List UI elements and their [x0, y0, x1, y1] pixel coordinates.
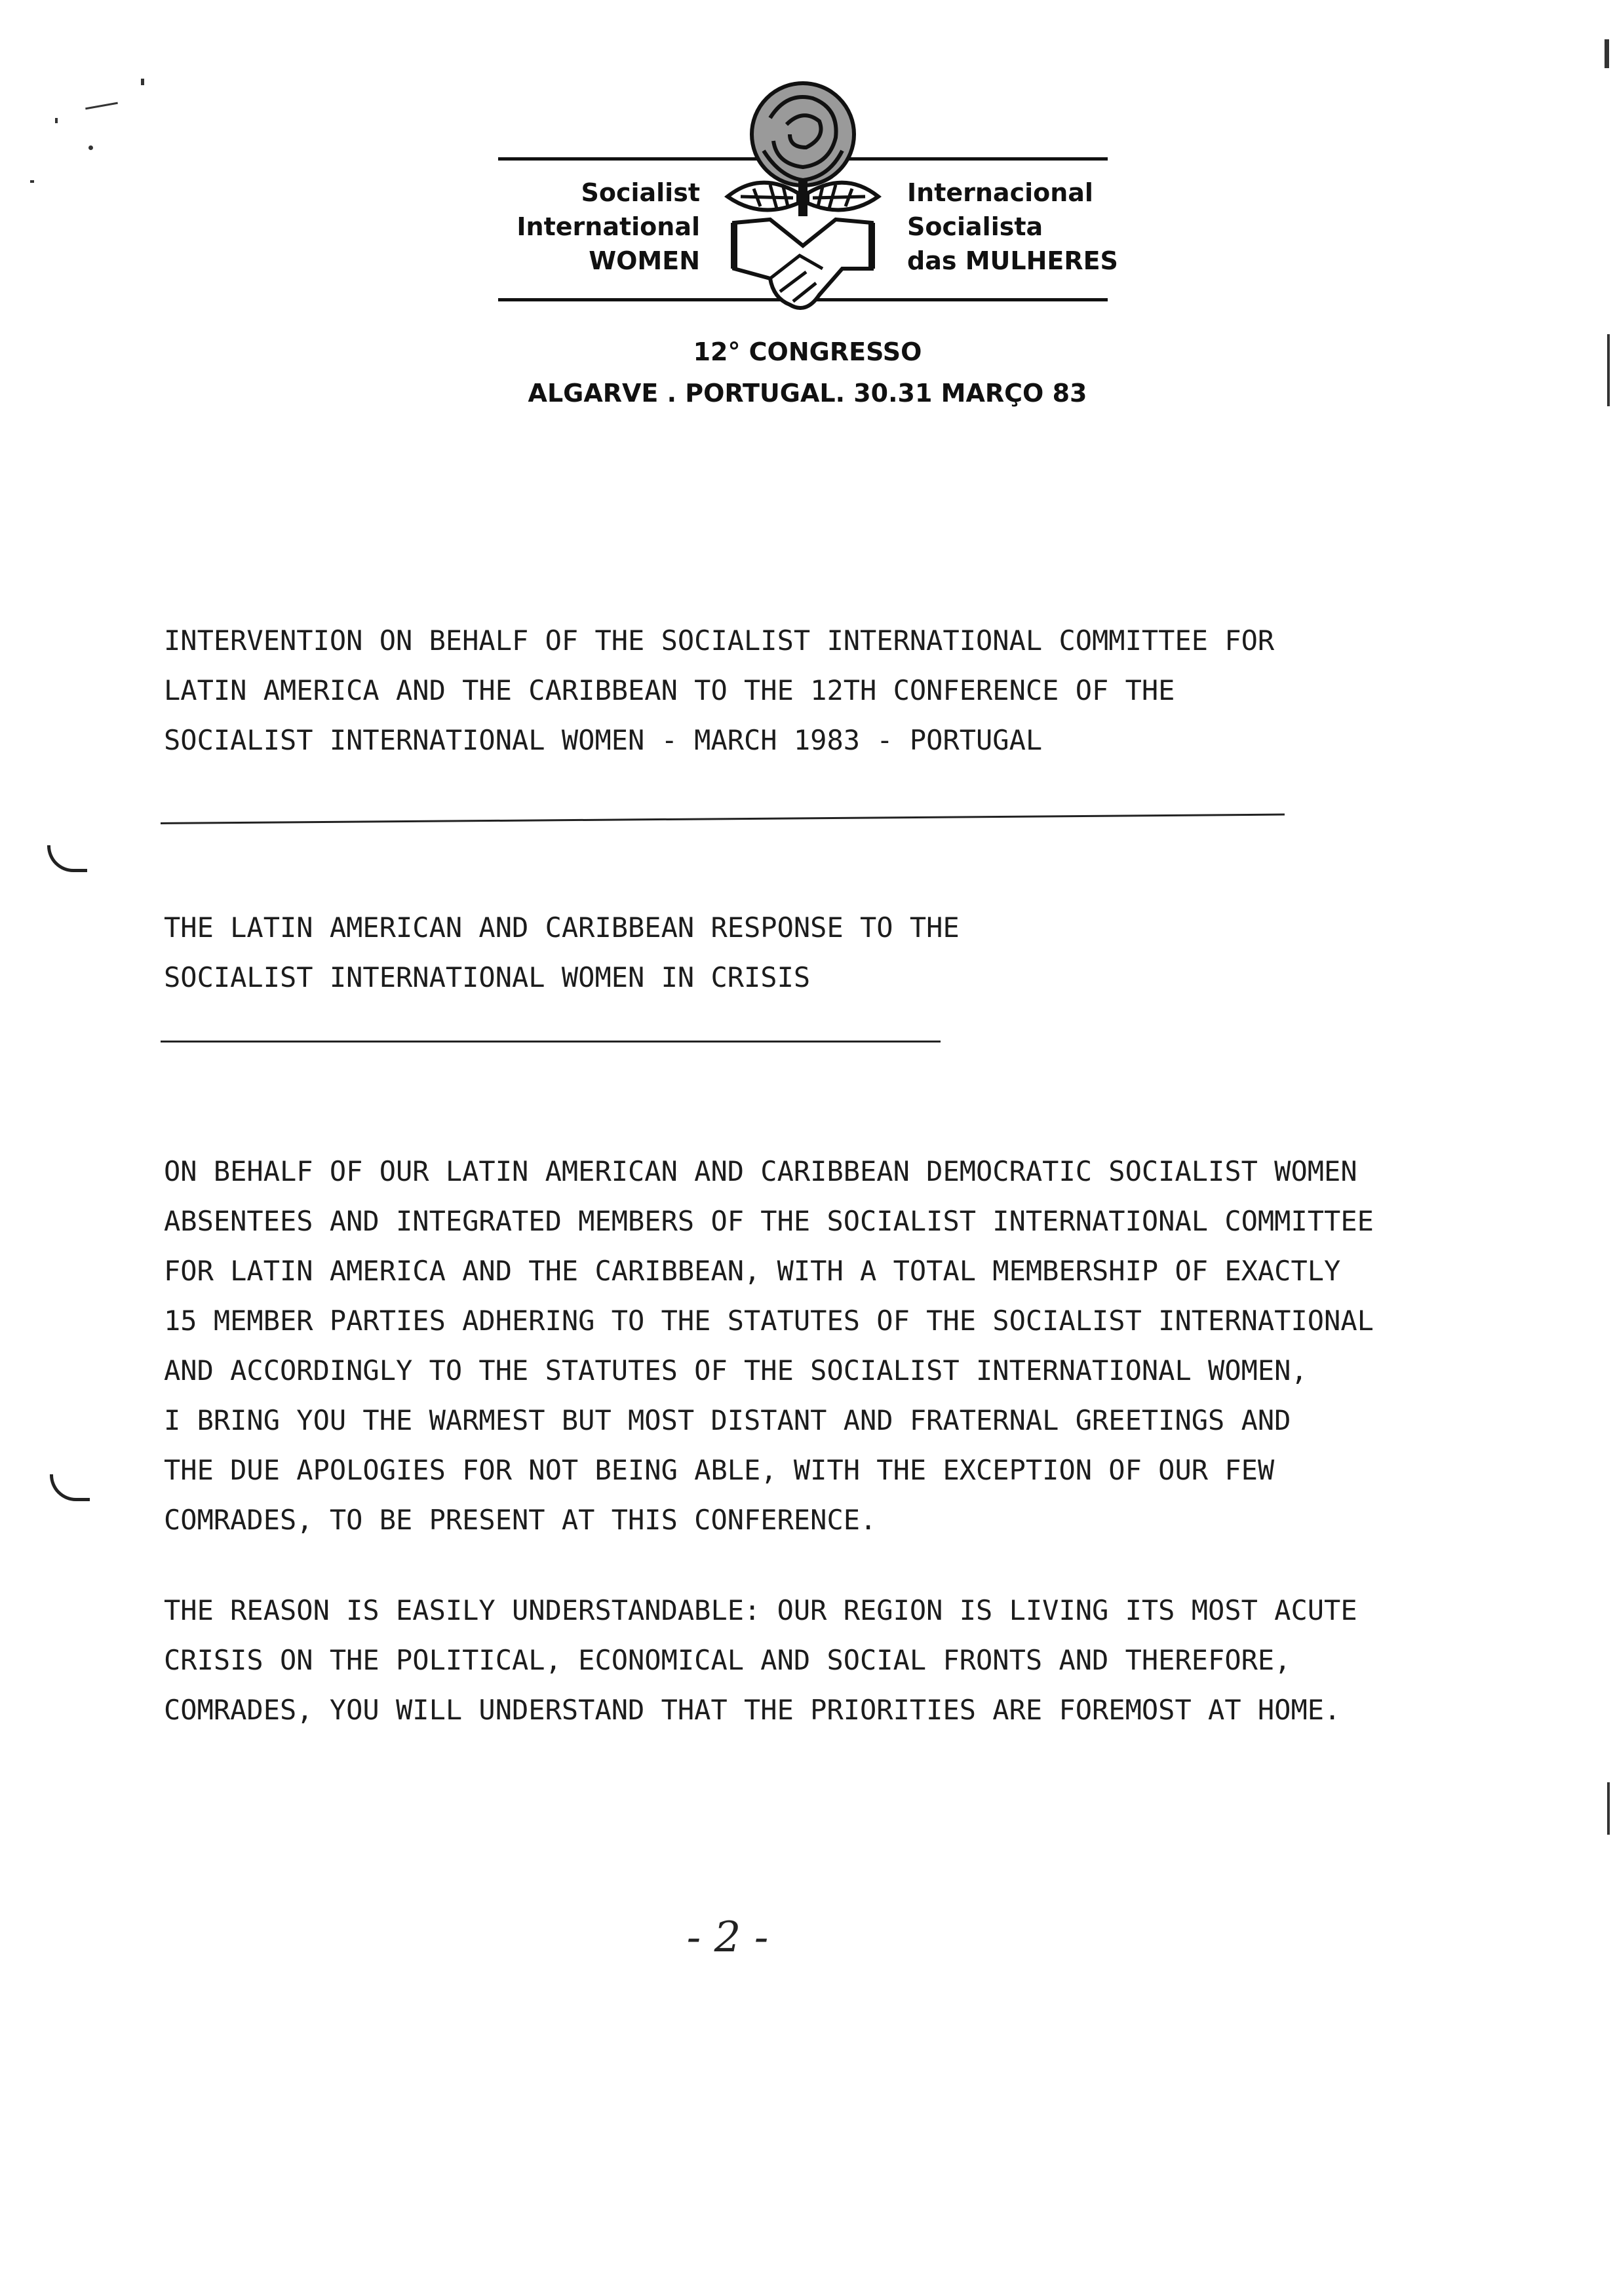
scan-speck — [55, 118, 58, 123]
page-number: - 2 - — [686, 1913, 769, 1962]
org-name-line: Socialist — [581, 178, 700, 207]
org-name-line: das MULHERES — [907, 246, 1118, 275]
subtitle-underline — [161, 1041, 941, 1043]
heading-line: INTERVENTION ON BEHALF OF THE SOCIALIST INTERNATIONAL COMMITTEE FOR — [164, 624, 1275, 657]
body-line: THE REASON IS EASILY UNDERSTANDABLE: OUR REGION IS LIVING ITS MOST ACUTE — [164, 1594, 1357, 1626]
org-name-english — [498, 176, 700, 278]
body-line: I BRING YOU THE WARMEST BUT MOST DISTANT AND FRATERNAL GREETINGS AND — [164, 1404, 1291, 1436]
body-paragraph — [164, 1147, 1409, 1545]
subtitle-line: SOCIALIST INTERNATIONAL WOMEN IN CRISIS — [164, 961, 811, 993]
congress-location-date: ALGARVE . PORTUGAL. 30.31 MARÇO 83 — [528, 379, 1087, 408]
body-line: ON BEHALF OF OUR LATIN AMERICAN AND CARIBBEAN DEMOCRATIC SOCIALIST WOMEN — [164, 1155, 1357, 1187]
body-line: THE DUE APOLOGIES FOR NOT BEING ABLE, WITH THE EXCEPTION OF OUR FEW — [164, 1454, 1275, 1486]
rose-handshake-logo — [708, 72, 898, 321]
punch-hole-mark — [47, 845, 87, 872]
body-paragraph — [164, 1586, 1409, 1735]
heading-underline — [161, 814, 1285, 824]
scan-speck — [1607, 1782, 1610, 1835]
body-line: COMRADES, TO BE PRESENT AT THIS CONFERENCE. — [164, 1504, 877, 1536]
scan-speck — [85, 102, 118, 110]
body-line: COMRADES, YOU WILL UNDERSTAND THAT THE PRIORITIES ARE FOREMOST AT HOME. — [164, 1694, 1341, 1726]
body-line: ABSENTEES AND INTEGRATED MEMBERS OF THE SOCIALIST INTERNATIONAL COMMITTEE — [164, 1205, 1374, 1237]
body-line: AND ACCORDINGLY TO THE STATUTES OF THE SOCIALIST INTERNATIONAL WOMEN, — [164, 1354, 1308, 1387]
heading-line: SOCIALIST INTERNATIONAL WOMEN - MARCH 1983 - PORTUGAL — [164, 724, 1043, 756]
scan-speck — [88, 145, 93, 150]
congress-title: 12° CONGRESSO — [693, 337, 922, 366]
org-name-line: Internacional — [907, 178, 1093, 207]
org-name-line: WOMEN — [589, 246, 700, 275]
scan-speck — [30, 180, 34, 183]
org-name-line: International — [516, 212, 700, 241]
scan-speck — [1605, 39, 1609, 68]
body-line: FOR LATIN AMERICA AND THE CARIBBEAN, WITH A TOTAL MEMBERSHIP OF EXACTLY — [164, 1255, 1341, 1287]
punch-hole-mark — [50, 1474, 90, 1501]
org-name-line: Socialista — [907, 212, 1043, 241]
body-line: CRISIS ON THE POLITICAL, ECONOMICAL AND SOCIAL FRONTS AND THEREFORE, — [164, 1644, 1291, 1676]
scan-speck — [141, 79, 144, 85]
subtitle-line: THE LATIN AMERICAN AND CARIBBEAN RESPONSE TO THE — [164, 911, 960, 944]
heading-line: LATIN AMERICA AND THE CARIBBEAN TO THE 12TH CONFERENCE OF THE — [164, 674, 1175, 706]
document-heading — [164, 616, 1409, 765]
body-line: 15 MEMBER PARTIES ADHERING TO THE STATUTES OF THE SOCIALIST INTERNATIONAL — [164, 1305, 1374, 1337]
document-subtitle — [164, 903, 1409, 1003]
org-name-portuguese — [907, 176, 1130, 278]
